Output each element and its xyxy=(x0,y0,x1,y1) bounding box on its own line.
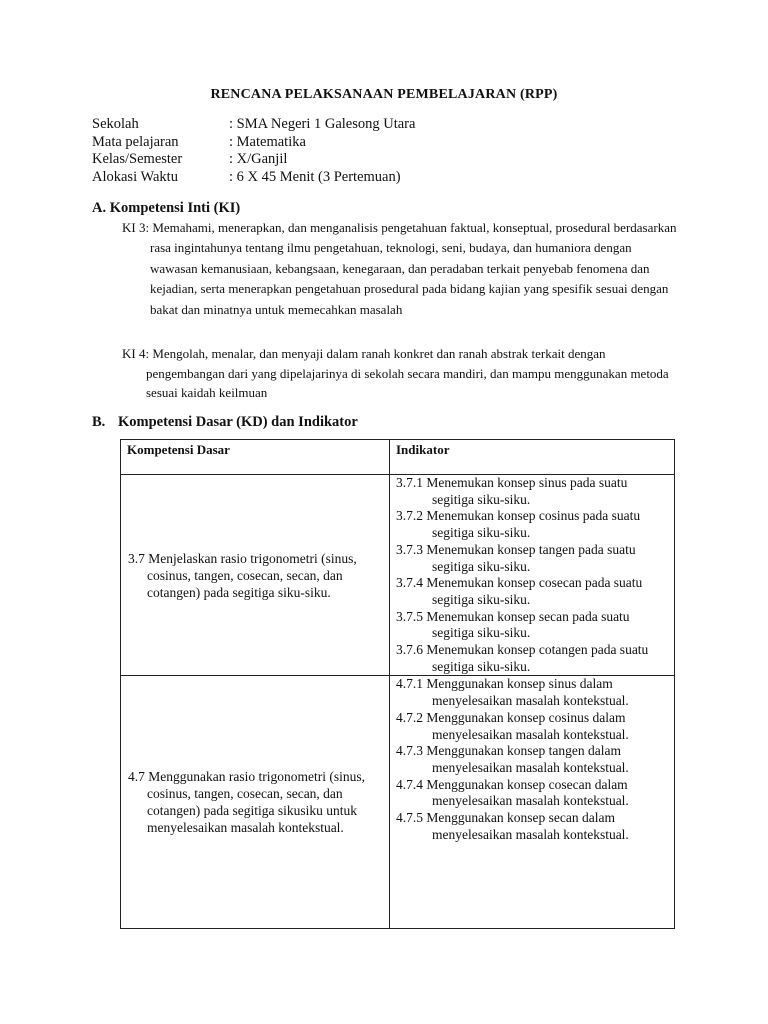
info-value: : SMA Negeri 1 Galesong Utara xyxy=(229,116,416,132)
kd-cell xyxy=(121,475,390,676)
ki4-paragraph xyxy=(122,344,682,403)
indicator-item: 3.7.2 Menemukan konsep cosinus pada suatu segitiga siku-siku. xyxy=(396,508,641,541)
info-key: Mata pelajaran xyxy=(92,133,179,150)
info-row-subject xyxy=(92,134,415,152)
indicator-item: 4.7.2 Menggunakan konsep cosinus dalam menyelesaikan masalah kontekstual. xyxy=(396,709,629,742)
info-value: : 6 X 45 Menit (3 Pertemuan) xyxy=(229,168,401,185)
info-row-class-semester xyxy=(92,151,415,169)
table-row xyxy=(121,676,675,929)
indicator-item: 4.7.5 Menggunakan konsep secan dalam menyelesaikan masalah kontekstual. xyxy=(396,810,629,842)
table-row xyxy=(121,475,675,676)
section-b-heading xyxy=(92,414,358,431)
ki4-text: KI 4: Mengolah, menalar, dan menyaji dalam ranah konkret dan ranah abstrak terkait dengan pengembangan dari yang dipelajarinya di sekolah secara mandiri, dan mampu menggunakan metoda sesuai kaidah keilmuan xyxy=(122,346,669,401)
indicator-item: 4.7.4 Menggunakan konsep cosecan dalam menyelesaikan masalah kontekstual. xyxy=(396,776,629,809)
header-kompetensi-dasar: Kompetensi Dasar xyxy=(121,440,390,475)
table-header-row xyxy=(121,440,675,475)
indicator-item: 4.7.3 Menggunakan konsep tangen dalam menyelesaikan masalah kontekstual. xyxy=(396,743,629,775)
indicator-cell xyxy=(390,475,675,676)
ki3-text: KI 3: Memahami, menerapkan, dan menganalisis pengetahuan faktual, konseptual, prosedural berdasarkan rasa ingintahunya tentang ilmu pengetahuan, teknologi, seni, budaya, dan humaniora dengan wawasan kemanusiaan, kebangsaan, kenegaraan, dan peradaban terkait penyebab fenomena dan kejadian, serta menerapkan pengetahuan prosedural pada bidang kajian yang spesifik sesuai dengan bakat dan minatnya untuk memecahkan masalah xyxy=(122,220,677,317)
info-row-school xyxy=(92,116,415,134)
indicator-item: 3.7.6 Menemukan konsep cotangen pada suatu segitiga siku-siku. xyxy=(396,642,649,674)
kd-cell xyxy=(121,676,390,929)
indicator-cell xyxy=(390,676,675,929)
indicator-item: 3.7.1 Menemukan konsep sinus pada suatu segitiga siku-siku. xyxy=(396,475,628,507)
info-key: Alokasi Waktu xyxy=(92,168,178,185)
section-b-title: Kompetensi Dasar (KD) dan Indikator xyxy=(118,414,358,430)
section-a-heading: A. Kompetensi Inti (KI) xyxy=(92,200,241,216)
info-key: Kelas/Semester xyxy=(92,151,183,167)
identity-block xyxy=(92,116,415,186)
indicator-item: 3.7.3 Menemukan konsep tangen pada suatu segitiga siku-siku. xyxy=(396,541,636,574)
header-indikator: Indikator xyxy=(390,440,675,475)
ki3-paragraph xyxy=(122,218,682,320)
section-b-label: B. xyxy=(92,414,106,430)
kd-indicator-table xyxy=(120,439,675,929)
info-key: Sekolah xyxy=(92,116,139,132)
info-row-time-allocation xyxy=(92,169,415,187)
info-value: : X/Ganjil xyxy=(229,151,288,167)
info-value: : Matematika xyxy=(229,133,306,150)
page-title: RENCANA PELAKSANAAN PEMBELAJARAN (RPP) xyxy=(210,87,558,102)
kd-text: 4.7 Menggunakan rasio trigonometri (sinus, cosinus, tangen, cosecan, secan, dan cotangen) pada segitiga sikusiku untuk menyelesaikan masalah kontekstual. xyxy=(128,769,365,836)
kd-text: 3.7 Menjelaskan rasio trigonometri (sinus, cosinus, tangen, cosecan, secan, dan cotangen) pada segitiga siku-siku. xyxy=(128,550,357,600)
indicator-item: 3.7.4 Menemukan konsep cosecan pada suatu segitiga siku-siku. xyxy=(396,575,643,607)
indicator-item: 4.7.1 Menggunakan konsep sinus dalam menyelesaikan masalah kontekstual. xyxy=(396,676,629,709)
indicator-item: 3.7.5 Menemukan konsep secan pada suatu segitiga siku-siku. xyxy=(396,608,630,641)
